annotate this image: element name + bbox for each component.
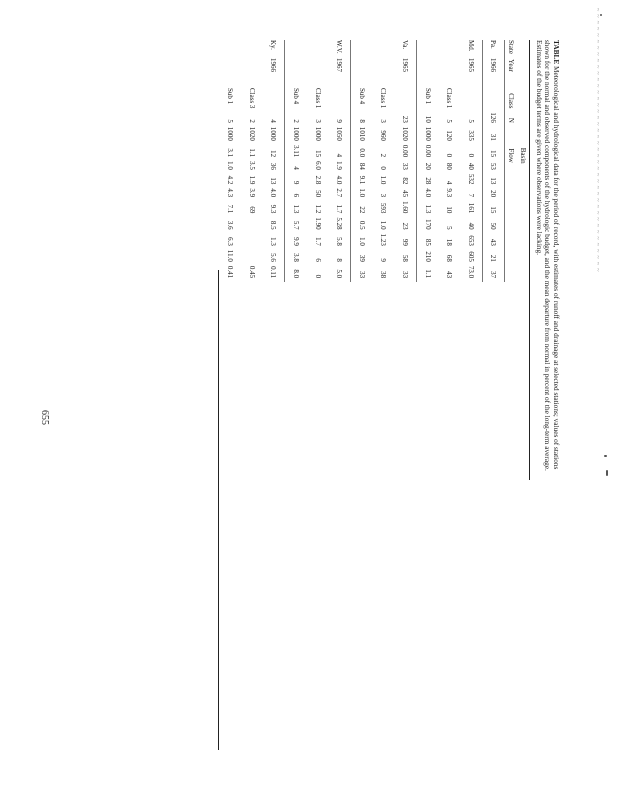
cell-value: 0.0	[357, 148, 366, 158]
cell-value: 80	[445, 162, 454, 170]
table-row	[220, 40, 242, 282]
cell-value: 28	[423, 177, 432, 185]
cell-value: 40	[460, 217, 482, 233]
cell-value: 43	[445, 271, 454, 279]
cell-year: 1965	[460, 58, 482, 76]
cell-state: Pa.	[482, 40, 505, 58]
table-row	[328, 40, 350, 282]
cell-n: 2	[247, 119, 256, 123]
cell-n: 23	[394, 112, 416, 127]
cell-value: 0.00	[394, 145, 416, 161]
cell-value: 20	[423, 162, 432, 170]
cell-year	[307, 58, 329, 76]
cell-value: 21	[482, 250, 505, 266]
cell-value: 4.2	[226, 175, 235, 185]
cell-value: 3.11	[292, 145, 301, 158]
cell-value: 1000	[226, 126, 235, 141]
table-row	[263, 40, 285, 282]
cell-year	[351, 58, 373, 76]
cell-value: 161	[460, 201, 482, 217]
table-row	[241, 40, 263, 282]
cell-class: Class 1	[313, 88, 322, 109]
page-number: 655	[39, 410, 50, 425]
cell-value: 7	[460, 188, 482, 201]
cell-n: 4	[263, 112, 285, 127]
cell-value: 33	[394, 266, 416, 282]
cell-n: 3	[379, 119, 388, 123]
cell-value: 69	[247, 206, 256, 214]
cell-year: 1967	[328, 58, 350, 76]
cell-value: 4	[445, 180, 454, 185]
cell-n: 5	[445, 119, 454, 123]
cell-year	[438, 58, 460, 76]
cell-value: 1020	[247, 126, 256, 141]
cell-value: 15	[313, 150, 322, 158]
cell-value: 1.2	[313, 204, 322, 214]
cell-value: 20	[482, 188, 505, 201]
cell-value: 532	[460, 174, 482, 189]
cell-value: 99	[394, 234, 416, 250]
cell-value: 605	[460, 250, 482, 266]
cell-value: 43	[482, 234, 505, 250]
cell-value: 9	[292, 180, 301, 185]
cell-value: 0.11	[263, 266, 285, 282]
cell-value: 7.1	[226, 204, 235, 214]
table-row	[307, 40, 329, 282]
cell-value: 9	[379, 258, 388, 262]
cell-n: 9	[328, 112, 350, 127]
table-row	[416, 40, 438, 282]
top-rule	[529, 40, 530, 480]
cell-class	[460, 76, 482, 112]
cell-value: 0	[313, 274, 322, 279]
cell-value: 36	[263, 161, 285, 174]
cell-value: 1.90	[313, 217, 322, 230]
header-class: Class	[507, 93, 516, 109]
cell-n: 5	[226, 119, 235, 123]
cell-value: 210	[423, 251, 432, 262]
cell-n: 2	[292, 119, 301, 123]
cell-value: 33	[357, 271, 366, 279]
cell-value: 50	[482, 217, 505, 233]
cell-state	[241, 40, 263, 58]
cell-value: 0	[379, 166, 388, 170]
cell-class: Class 3	[247, 88, 256, 109]
bottom-rule	[219, 270, 220, 750]
cell-value: 0.00	[423, 144, 432, 158]
cell-class: Sub 4	[357, 88, 366, 105]
cell-value: 120	[445, 130, 454, 141]
table-label: TABLE	[552, 40, 561, 65]
cell-value: 2	[379, 153, 388, 158]
cell-value: 18	[445, 238, 454, 246]
cell-class: Sub 4	[292, 88, 301, 105]
cell-value: 335	[460, 127, 482, 145]
cell-year	[241, 58, 263, 76]
cell-value: 6.0	[313, 161, 322, 170]
cell-value: 1.0	[357, 237, 366, 246]
cell-value: 37	[482, 266, 505, 282]
table-row	[460, 40, 482, 282]
cell-value: 1.23	[379, 233, 388, 246]
cell-value: 1.60	[394, 201, 416, 217]
cell-value	[241, 250, 263, 266]
cell-value: 1.3	[292, 204, 301, 214]
cell-value: 22	[357, 206, 366, 214]
cell-value: 1.7	[313, 237, 322, 246]
cell-value: 1000	[423, 126, 432, 141]
cell-value: 5.6	[263, 250, 285, 266]
cell-value: 12	[263, 145, 285, 161]
table-body	[220, 40, 505, 282]
cell-class	[394, 76, 416, 112]
cell-n: 8	[357, 119, 366, 123]
cell-value: 1.9	[247, 175, 256, 185]
cell-class	[482, 76, 505, 112]
cell-value: 9.1	[357, 175, 366, 185]
cell-value: 4.0	[263, 188, 285, 201]
cell-value: 1.9	[328, 161, 350, 174]
cell-state	[373, 40, 395, 58]
cell-class: Sub 1	[226, 88, 235, 105]
cell-value: 11.0	[226, 249, 235, 262]
cell-value: 13	[263, 174, 285, 189]
scan-speck	[600, 14, 602, 16]
cell-value: 653	[460, 234, 482, 250]
cell-value: 5.7	[292, 220, 301, 230]
table-row	[373, 40, 395, 282]
cell-value: 10	[445, 206, 454, 214]
cell-n: 3	[313, 119, 322, 123]
cell-state	[351, 40, 373, 58]
cell-year: 1966	[263, 58, 285, 76]
cell-value: 593	[379, 202, 388, 214]
header-row-sub	[505, 40, 518, 282]
cell-n: 10	[423, 115, 432, 123]
scan-margin-text: ~ ~ ~ ~ ~ ~ ~ ~ ~ ~ ~ ~ ~ ~ ~ ~ ~ ~ ~ ~ ~ ~ ~ ~ ~ ~ ~ ~ ~ ~ ~ ~ ~ ~ ~ ~ ~ ~ ~ ~ ~ ~	[594, 8, 600, 273]
cell-value: 3	[379, 193, 388, 198]
cell-value: 3.8	[292, 253, 301, 262]
cell-value: 4	[292, 166, 301, 170]
header-row-top	[517, 40, 529, 282]
data-table	[220, 40, 530, 282]
cell-state	[416, 40, 438, 58]
cell-value: 9.3	[445, 188, 454, 198]
caption-text: Meteorological and hydrological data for the period of record, with estimates of runoff and drainage at selected stations; values of stations shown for the normal and observed components of the hydrologic budget, and the mean departure from normal in percent of the long-term average. Estimates of the budget terms are given where observations were lacking.	[534, 40, 561, 471]
cell-class: Class 1	[445, 88, 454, 109]
cell-value: 39	[357, 254, 366, 262]
cell-value: 8.5	[263, 217, 285, 233]
cell-value: 9.3	[263, 201, 285, 217]
cell-value: 31	[482, 127, 505, 145]
cell-state: Ky.	[263, 40, 285, 58]
cell-value: 0.41	[226, 265, 235, 279]
cell-value: 1.0	[379, 220, 388, 230]
table-row	[482, 40, 505, 282]
cell-value: 5	[445, 226, 454, 230]
cell-value: 1.1	[247, 148, 256, 158]
cell-value: 3.1	[226, 148, 235, 158]
cell-value: 0.5	[357, 220, 366, 230]
cell-state	[438, 40, 460, 58]
cell-state: Va.	[394, 40, 416, 58]
cell-class: Class 1	[379, 88, 388, 109]
cell-value: 33	[394, 161, 416, 174]
cell-value: 6.3	[226, 237, 235, 246]
cell-value: 8.0	[292, 269, 301, 279]
header-n: N	[507, 117, 516, 123]
cell-value: 1000	[263, 127, 285, 145]
cell-value: 45	[394, 188, 416, 201]
scan-speck	[604, 455, 607, 457]
cell-value: 38	[379, 271, 388, 279]
cell-value: 0	[445, 153, 454, 158]
cell-value: 1.0	[357, 188, 366, 198]
cell-value: 6	[292, 193, 301, 198]
cell-value: 0	[460, 145, 482, 161]
cell-value	[241, 234, 263, 250]
cell-value: 50	[313, 190, 322, 198]
cell-value: 15	[482, 201, 505, 217]
cell-state: Md.	[460, 40, 482, 58]
cell-state: W.V.	[328, 40, 350, 58]
cell-value: 0.45	[247, 265, 256, 279]
cell-value: 4.0	[328, 174, 350, 189]
cell-value: 4.0	[423, 188, 432, 198]
cell-value: 4	[328, 145, 350, 161]
cell-year	[285, 58, 307, 76]
cell-state	[307, 40, 329, 58]
header-year: Year	[507, 59, 516, 72]
table-row	[351, 40, 373, 282]
table-row	[285, 40, 307, 282]
cell-value: 68	[445, 254, 454, 262]
cell-class	[263, 76, 285, 112]
cell-value: 13	[482, 174, 505, 189]
cell-n: 5	[460, 112, 482, 127]
cell-value: 1020	[394, 127, 416, 145]
cell-value: 5.28	[328, 217, 350, 233]
cell-value: 1.3	[423, 204, 432, 214]
cell-value: 2.7	[328, 188, 350, 201]
cell-value: 3.5	[247, 161, 256, 170]
cell-value: 73.0	[460, 266, 482, 282]
header-group-flow: Flow	[507, 148, 516, 163]
cell-class	[328, 76, 350, 112]
cell-year	[220, 58, 242, 76]
cell-n: 126	[482, 112, 505, 127]
cell-value	[241, 217, 263, 233]
cell-value: 15	[482, 145, 505, 161]
cell-value: 170	[423, 219, 432, 230]
cell-class: Sub 1	[423, 88, 432, 105]
cell-value: 84	[357, 162, 366, 170]
cell-value: 960	[379, 130, 388, 141]
cell-value: 1000	[313, 126, 322, 141]
cell-state	[220, 40, 242, 58]
cell-value: 1.7	[328, 201, 350, 217]
cell-value: 1000	[292, 126, 301, 141]
cell-value: 4.3	[226, 188, 235, 198]
header-group-basin: Basin	[519, 147, 528, 164]
cell-value: 82	[394, 174, 416, 189]
cell-value: 2.8	[313, 175, 322, 185]
cell-value: 5.0	[328, 266, 350, 282]
cell-value: 3.9	[247, 188, 256, 198]
header-state: State	[507, 40, 516, 54]
cell-year	[416, 58, 438, 76]
cell-value: 23	[394, 217, 416, 233]
cell-value: 5.8	[328, 234, 350, 250]
cell-value: 1.3	[263, 234, 285, 250]
cell-value: 8	[328, 250, 350, 266]
cell-value: 1050	[328, 127, 350, 145]
cell-value: 40	[460, 161, 482, 174]
cell-value: 1010	[357, 126, 366, 141]
cell-value: 58	[394, 250, 416, 266]
cell-state	[285, 40, 307, 58]
cell-value: 3.6	[226, 220, 235, 230]
table-caption	[534, 40, 560, 480]
cell-value: 1.0	[226, 161, 235, 170]
cell-value: 53	[482, 161, 505, 174]
cell-value: 9.9	[292, 237, 301, 246]
table-row	[394, 40, 416, 282]
scan-speck	[606, 470, 608, 476]
cell-value: 6	[313, 258, 322, 262]
cell-value: 85	[423, 238, 432, 246]
cell-value: 1.0	[379, 175, 388, 185]
table-row	[438, 40, 460, 282]
cell-year: 1966	[482, 58, 505, 76]
cell-year: 1965	[394, 58, 416, 76]
cell-year	[373, 58, 395, 76]
rotated-table-block	[76, 40, 560, 760]
cell-value: 1.1	[423, 269, 432, 279]
